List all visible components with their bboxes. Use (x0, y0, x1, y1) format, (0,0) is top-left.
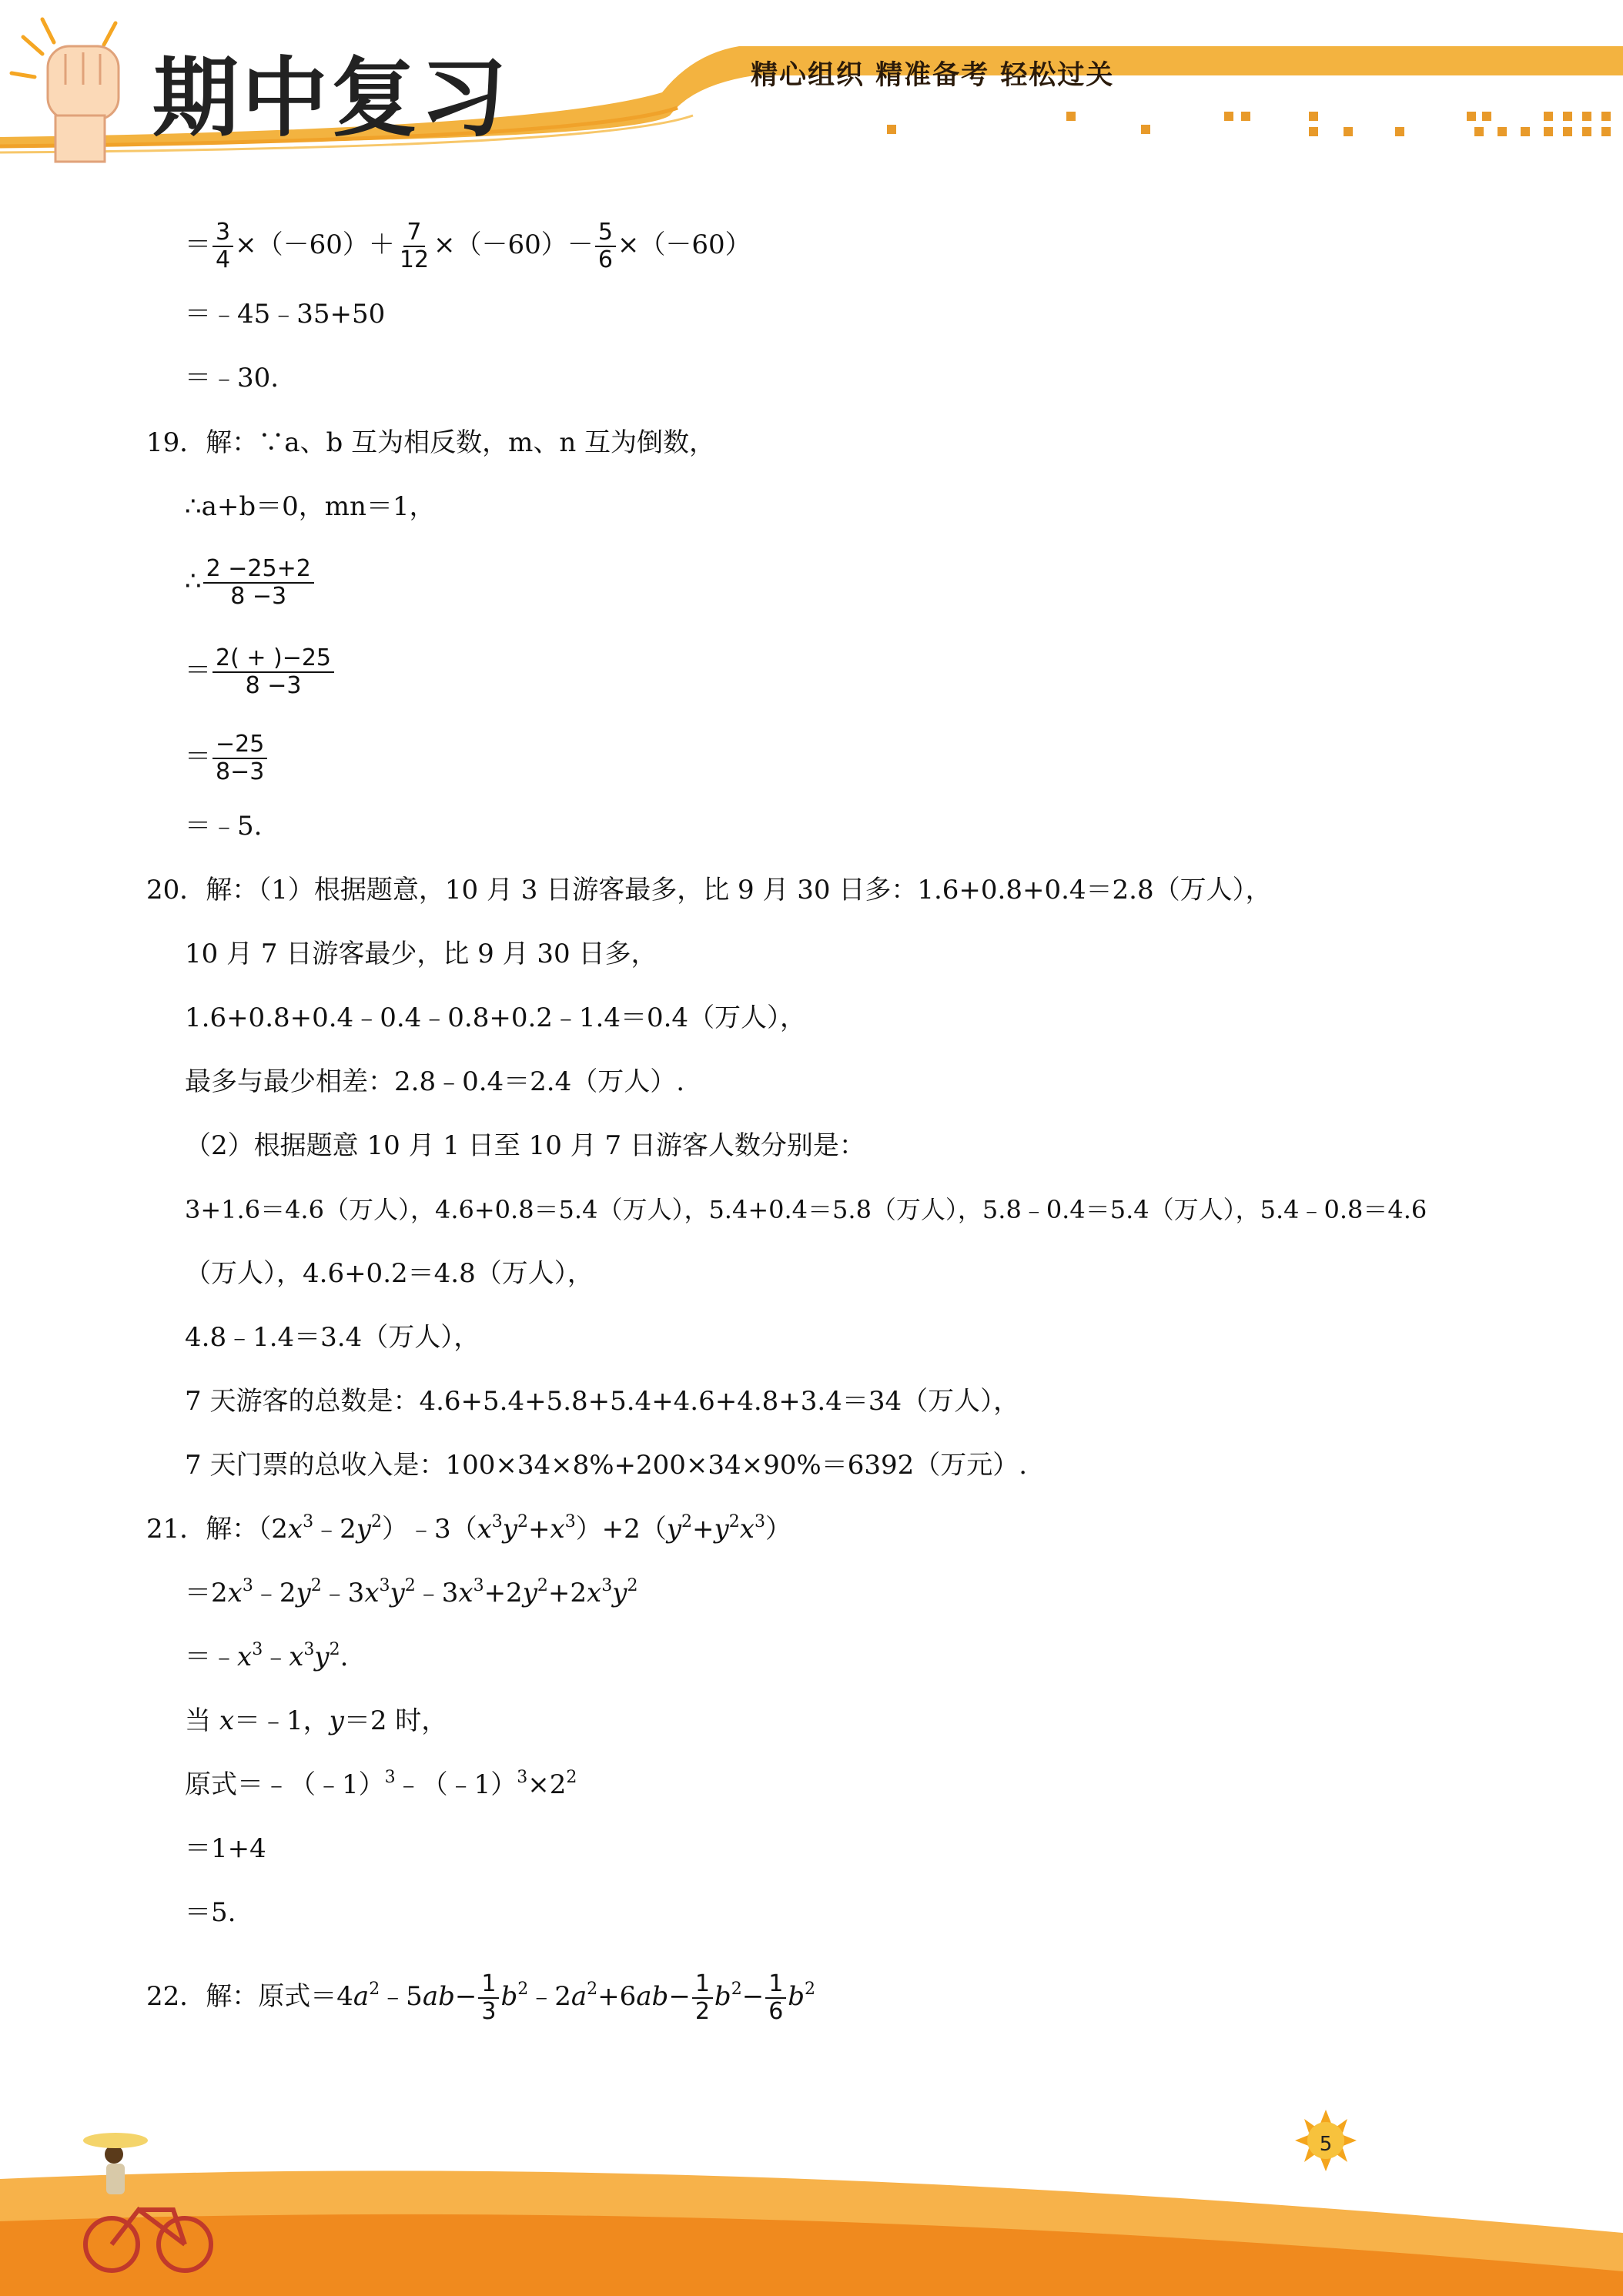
page-footer (0, 2079, 1623, 2296)
q20-line-3: 1.6+0.8+0.4﹣0.4﹣0.8+0.2﹣1.4＝0.4（万人）， (185, 1002, 807, 1033)
question-number: 19． (146, 427, 206, 458)
q20-line-7: （万人），4.6+0.2＝4.8（万人）， (185, 1258, 594, 1289)
question-22: 22．解：原式$=4a^2﹣5ab-$ $\frac{1}{3}$ $b^2﹣2a^2+6ab-$ $\frac{1}{2}$ $b^2-$ $\frac{1}{6}$ $b^2$ (146, 1970, 816, 2025)
q20-line-8: 4.8﹣1.4＝3.4（万人）， (185, 1322, 480, 1353)
q21-line-3: $=﹣x^3﹣x^3y^2$. (185, 1640, 349, 1672)
q20-line-4: 最多与最少相差：2.8﹣0.4＝2.4（万人）. (185, 1066, 685, 1097)
calc-line-3: ＝﹣30. (185, 363, 279, 393)
question-21: 21．解：$(2x^3﹣2y^2)﹣3(x^3y^2+x^3)+2(y^2+y^2x^3)$ (146, 1512, 791, 1545)
fraction: $\frac{3}{4}$ (212, 219, 233, 273)
q19-line-4: ＝ $\frac{2( + )-25}{8 -3}$ (185, 645, 336, 699)
q21-line-7: ＝5. (185, 1897, 236, 1928)
calc-line-2: ＝﹣45﹣35+50 (185, 299, 386, 330)
q20-line-9: 7 天游客的总数是：4.6+5.4+5.8+5.4+4.6+4.8+3.4＝34（万人）， (185, 1386, 1020, 1417)
q21-line-5: 原式$=﹣(﹣1)^3﹣(﹣1)^3\times 2^2$ (185, 1768, 577, 1800)
page-number: 5 (1319, 2133, 1333, 2156)
fraction: $\frac{1}{2}$ (692, 1971, 713, 2025)
fraction: $\frac{-25}{8-3}$ (212, 731, 267, 785)
header-title: 期中复习 (152, 49, 510, 149)
fraction: $\frac{7}{12}$ (399, 219, 430, 273)
fraction: $\frac{2( + )-25}{8 -3}$ (212, 645, 334, 699)
q19-line-3: ∴ $\frac{2 -25+2}{8 -3}$ (185, 556, 316, 610)
question-20: 20．解：（1）根据题意，10 月 3 日游客最多，比 9 月 30 日多：1.6+0.8+0.4＝2.8（万人）， (146, 875, 1272, 905)
q21-line-6: ＝1+4 (185, 1833, 266, 1864)
q19-line-6: ＝﹣5. (185, 811, 263, 842)
q20-line-6: 3+1.6＝4.6（万人），4.6+0.8＝5.4（万人），5.4+0.4＝5.8（万人），5.8﹣0.4＝5.4（万人），5.4﹣0.8＝4.6 (185, 1195, 1427, 1224)
q20-line-10: 7 天门票的总收入是：100×34×8%+200×34×90%＝6392（万元）. (185, 1450, 1028, 1481)
q20-line-5: （2）根据题意 10 月 1 日至 10 月 7 日游客人数分别是： (185, 1130, 865, 1161)
q21-line-4: 当 x＝﹣1，y＝2 时， (185, 1705, 448, 1736)
q19-line-5: ＝ $\frac{-25}{8-3}$ (185, 731, 269, 785)
question-number: 22． (146, 1981, 206, 2012)
q21-line-2: $=2x^3﹣2y^2﹣3x^3y^2﹣3x^3+2y^2+2x^3y^2$ (185, 1576, 638, 1608)
calc-line-1: ＝ $\frac{3}{4}$ ×（－60）＋ $\frac{7}{12}$ ×（－60）－ $\frac{5}{6}$ ×（－60） (185, 219, 751, 273)
question-19: 19．解：∵a、b 互为相反数，m、n 互为倒数， (146, 427, 716, 458)
q19-line-2: ∴a+b＝0，mn＝1， (185, 491, 436, 522)
footer-banner-graphic (0, 2079, 1623, 2296)
q20-line-2: 10 月 7 日游客最少，比 9 月 30 日多， (185, 939, 658, 969)
question-number: 20． (146, 875, 206, 905)
fraction: $\frac{1}{3}$ (478, 1971, 499, 2025)
question-number: 21． (146, 1514, 206, 1545)
fraction: $\frac{5}{6}$ (595, 219, 616, 273)
fraction: $\frac{2 -25+2}{8 -3}$ (203, 556, 314, 610)
fraction: $\frac{1}{6}$ (765, 1971, 786, 2025)
header-slogan: 精心组织 精准备考 轻松过关 (751, 60, 1115, 91)
